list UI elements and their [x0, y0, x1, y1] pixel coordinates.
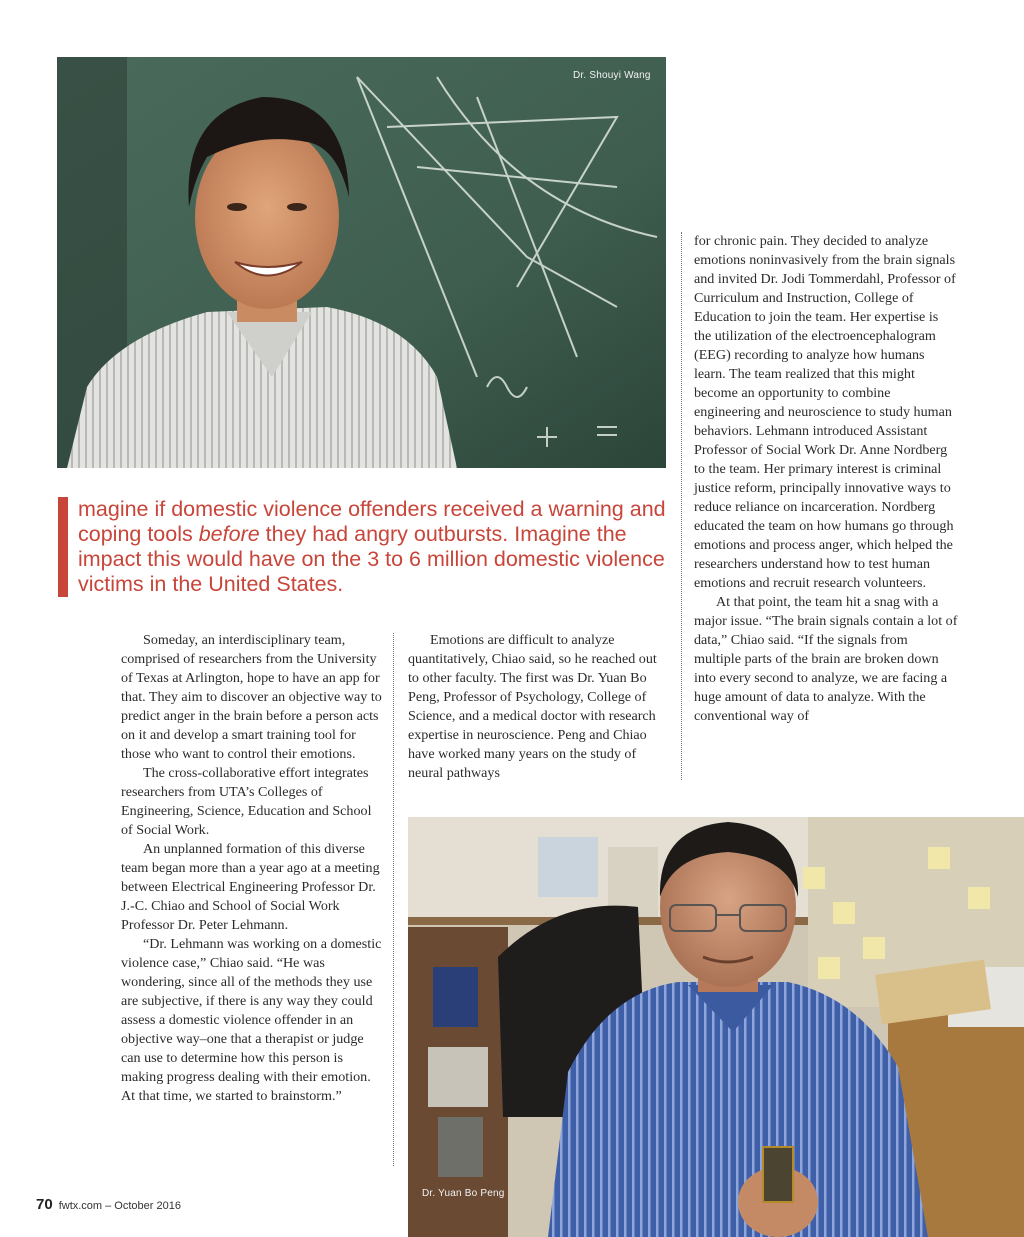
paragraph: for chronic pain. They decided to analyze emotions noninvasively from the brain signals and invited Dr. Jodi Tommerdahl, Professor of Curriculum and Instruction, College of Education to join the team. Her expertise is the utilization of the electroencephalogram (EEG) recording to analyze how humans learn. The team realized that this might become an opportunity to combine engineering and neuroscience to study human behaviors. Lehmann introduced Assistant Professor of Social Work Dr. Anne Nordberg to the team. Her primary interest is criminal justice reform, principally innovative ways to reduce reliance on incarceration. Nordberg educated the team on how humans go through emotions and process anger, which helped the researchers understand how to test human emotions and recruit research volunteers. [694, 233, 956, 591]
photo-yuan-bo-peng [408, 817, 1024, 1237]
photo-shouyi-wang [57, 57, 666, 468]
pull-quote-text-2: they had angry outbursts. Imagine the impact this would have on the 3 to 6 million domestic violence victims in the United States. [78, 522, 665, 596]
photo-credit-top: Dr. Shouyi Wang [573, 70, 651, 81]
column-divider [681, 232, 682, 780]
publication-info: fwtx.com – October 2016 [58, 1200, 181, 1212]
paragraph: An unplanned formation of this diverse team began more than a year ago at a meeting between Electrical Engineering Professor Dr. J.-C. Chiao and School of Social Work Professor Dr. Peter Lehmann. [121, 841, 380, 933]
article-column-2 [408, 631, 670, 783]
page-number: 70 [36, 1196, 53, 1213]
paragraph: At that point, the team hit a snag with a major issue. “The brain signals contain a lot of data,” Chiao said. “If the signals from multiple parts of the brain are broken down into every second to analyze, we are facing a huge amount of data to analyze. With the conventional way of [694, 594, 958, 724]
pull-quote-text-1: magine if domestic violence offenders received a warning and coping tools [78, 497, 666, 546]
paragraph: The cross-collaborative effort integrates researchers from UTA’s Colleges of Engineering, Science, Education and School of Social Work. [121, 765, 372, 838]
article-column-1 [121, 631, 383, 1106]
pull-quote [58, 497, 678, 597]
paragraph: “Dr. Lehmann was working on a domestic violence case,” Chiao said. “He was wondering, since all of the methods they use are subjective, if there is any way they could assess a domestic violence offender in an objective way–one that a therapist or judge can use to determine how this person is making progress dealing with their emotion. At that time, we started to brainstorm.” [121, 936, 382, 1104]
photo-credit-bottom: Dr. Yuan Bo Peng [422, 1188, 505, 1199]
paragraph: Someday, an interdisciplinary team, comprised of researchers from the University of Texas at Arlington, hope to have an app for that. They aim to discover an objective way to predict anger in the brain before a person acts on it and develop a smart training tool for those who want to control their emotions. [121, 632, 382, 762]
column-divider [393, 633, 394, 1166]
article-column-3 [694, 232, 958, 726]
paragraph: Emotions are difficult to analyze quantitatively, Chiao said, so he reached out to other faculty. The first was Dr. Yuan Bo Peng, Professor of Psychology, College of Science, and a medical doctor with research expertise in neuroscience. Peng and Chiao have worked many years on the study of neural pathways [408, 632, 657, 781]
page-footer [36, 1196, 181, 1213]
pull-quote-emphasis: before [198, 522, 260, 546]
